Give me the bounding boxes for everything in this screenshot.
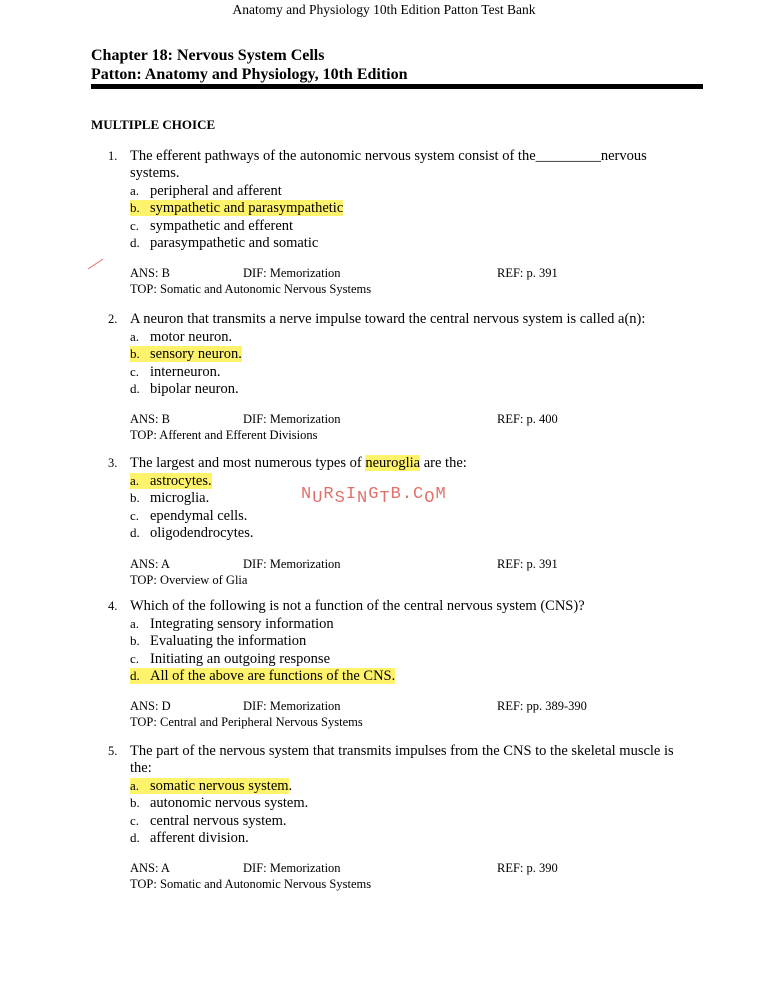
topic: TOP: Overview of Glia xyxy=(130,573,248,588)
option-d xyxy=(130,380,704,397)
option-text: sympathetic and efferent xyxy=(150,217,294,234)
option-letter: b. xyxy=(130,200,140,216)
difficulty: DIF: Memorization xyxy=(243,266,341,281)
difficulty: DIF: Memorization xyxy=(243,699,341,714)
difficulty: DIF: Memorization xyxy=(243,412,341,427)
question-number: 3. xyxy=(108,456,118,470)
option-text: Evaluating the information xyxy=(150,633,307,650)
option-text: interneuron. xyxy=(150,363,221,380)
question-4 xyxy=(108,598,704,730)
option-letter: c. xyxy=(130,363,140,379)
option-letter: a. xyxy=(130,473,140,488)
watermark-char: M xyxy=(435,485,447,504)
option-text: oligodendrocytes. xyxy=(150,524,254,541)
answer-meta xyxy=(130,556,704,572)
answer-highlight xyxy=(130,778,289,794)
option-text: microglia. xyxy=(150,490,210,507)
book-title: Patton: Anatomy and Physiology, 10th Edition xyxy=(91,66,408,83)
watermark-char: G xyxy=(368,485,380,504)
option-text: All of the above are functions of the CNS. xyxy=(150,667,396,684)
option-text: motor neuron. xyxy=(150,329,233,345)
option-suffix: . xyxy=(288,778,293,794)
option-letter: d. xyxy=(130,829,140,845)
option-text: somatic nervous system xyxy=(150,778,289,794)
option-d xyxy=(130,524,704,541)
option-letter: a. xyxy=(130,329,140,344)
reference: REF: pp. 389-390 xyxy=(497,699,587,714)
option-a xyxy=(130,182,704,199)
watermark-char: R xyxy=(323,485,335,504)
option-text: parasympathetic and somatic xyxy=(150,234,319,251)
watermark-char: S xyxy=(334,489,346,508)
option-b xyxy=(130,199,704,216)
option-letter: d. xyxy=(130,380,140,396)
running-header: Anatomy and Physiology 10th Edition Patton Test Bank xyxy=(232,2,536,17)
question-1 xyxy=(108,148,704,297)
option-c xyxy=(130,650,704,667)
option-letter: b. xyxy=(130,346,140,362)
question-text-line: The part of the nervous system that transmits impulses from the CNS to the skeletal muscle is xyxy=(130,743,674,759)
option-c xyxy=(130,363,704,380)
answer-highlight xyxy=(130,346,242,362)
highlighted-term: neuroglia xyxy=(365,455,421,471)
option-text: Integrating sensory information xyxy=(150,616,334,632)
watermark-char: I xyxy=(345,485,358,504)
watermark-char: B.C xyxy=(390,485,425,504)
answer-meta xyxy=(130,860,704,876)
option-b xyxy=(130,632,704,649)
answer-key: ANS: A xyxy=(130,557,170,572)
watermark-char: N xyxy=(357,489,369,508)
section-title: MULTIPLE CHOICE xyxy=(91,117,216,132)
option-text: central nervous system. xyxy=(150,812,287,829)
question-number: 4. xyxy=(108,599,118,613)
question-number: 5. xyxy=(108,744,118,758)
option-text: peripheral and afferent xyxy=(150,183,282,199)
question-text-part: The largest and most numerous types of xyxy=(130,455,366,471)
watermark-char: U xyxy=(312,489,324,508)
question-3 xyxy=(108,455,704,588)
option-d xyxy=(130,234,704,251)
option-text: astrocytes. xyxy=(150,473,212,489)
option-a xyxy=(130,615,704,632)
option-b xyxy=(130,345,704,362)
option-letter: d. xyxy=(130,234,140,250)
answer-meta xyxy=(130,411,704,427)
option-text: sympathetic and parasympathetic xyxy=(150,200,344,217)
topic: TOP: Afferent and Efferent Divisions xyxy=(130,428,318,443)
watermark-char: O xyxy=(424,489,436,508)
option-d xyxy=(130,667,704,684)
question-text-line: systems. xyxy=(130,165,180,181)
topic: TOP: Somatic and Autonomic Nervous Systems xyxy=(130,282,372,297)
question-text xyxy=(130,455,704,472)
difficulty: DIF: Memorization xyxy=(243,557,341,572)
option-c xyxy=(130,812,704,829)
reference: REF: p. 390 xyxy=(497,861,558,876)
option-d xyxy=(130,829,704,846)
question-5 xyxy=(108,743,704,892)
question-text-part: are the: xyxy=(420,455,467,471)
option-c xyxy=(130,217,704,234)
heading-rule xyxy=(91,84,703,89)
option-text: bipolar neuron. xyxy=(150,380,239,397)
reference: REF: p. 391 xyxy=(497,557,558,572)
option-text: Initiating an outgoing response xyxy=(150,650,331,667)
answer-key: ANS: A xyxy=(130,861,170,876)
question-number: 1. xyxy=(108,149,118,163)
option-letter: d. xyxy=(130,524,140,540)
question-text xyxy=(130,148,704,182)
option-text: autonomic nervous system. xyxy=(150,795,309,812)
watermark-char: N xyxy=(301,485,313,504)
difficulty: DIF: Memorization xyxy=(243,861,341,876)
option-letter: c. xyxy=(130,812,140,828)
answer-key: ANS: B xyxy=(130,412,170,427)
option-a xyxy=(130,777,704,794)
pencil-mark-icon xyxy=(86,256,106,272)
question-text xyxy=(130,743,704,777)
option-letter: d. xyxy=(130,667,140,683)
option-letter: a. xyxy=(130,183,140,198)
option-letter: a. xyxy=(130,616,140,631)
answer-key: ANS: D xyxy=(130,699,171,714)
answer-key: ANS: B xyxy=(130,266,170,281)
watermark xyxy=(301,485,447,508)
watermark-char: T xyxy=(379,489,391,508)
chapter-title: Chapter 18: Nervous System Cells xyxy=(91,47,325,64)
option-letter: b. xyxy=(130,795,140,811)
question-text: A neuron that transmits a nerve impulse toward the central nervous system is called a(n): xyxy=(130,311,646,327)
reference: REF: p. 400 xyxy=(497,412,558,427)
option-text: afferent division. xyxy=(150,829,249,846)
answer-meta xyxy=(130,265,704,281)
topic: TOP: Central and Peripheral Nervous Systems xyxy=(130,715,363,730)
option-a xyxy=(130,328,704,345)
option-b xyxy=(130,794,704,811)
question-text-line: The efferent pathways of the autonomic nervous system consist of the_________nervous xyxy=(130,148,647,164)
chapter-heading xyxy=(91,46,408,84)
option-letter: c. xyxy=(130,507,140,523)
option-letter: b. xyxy=(130,633,140,649)
question-number: 2. xyxy=(108,312,118,326)
question-text: Which of the following is not a function of the central nervous system (CNS)? xyxy=(130,598,585,614)
answer-highlight xyxy=(130,200,343,216)
answer-meta xyxy=(130,698,704,714)
question-text-line: the: xyxy=(130,760,152,776)
answer-highlight xyxy=(130,473,212,489)
question-2 xyxy=(108,311,704,443)
option-text: sensory neuron. xyxy=(150,346,242,363)
reference: REF: p. 391 xyxy=(497,266,558,281)
option-letter: b. xyxy=(130,490,140,506)
option-letter: c. xyxy=(130,650,140,666)
topic: TOP: Somatic and Autonomic Nervous Systems xyxy=(130,877,372,892)
option-c xyxy=(130,507,704,524)
option-letter: a. xyxy=(130,778,140,793)
option-text: ependymal cells. xyxy=(150,507,248,524)
option-letter: c. xyxy=(130,217,140,233)
answer-highlight xyxy=(130,668,395,684)
